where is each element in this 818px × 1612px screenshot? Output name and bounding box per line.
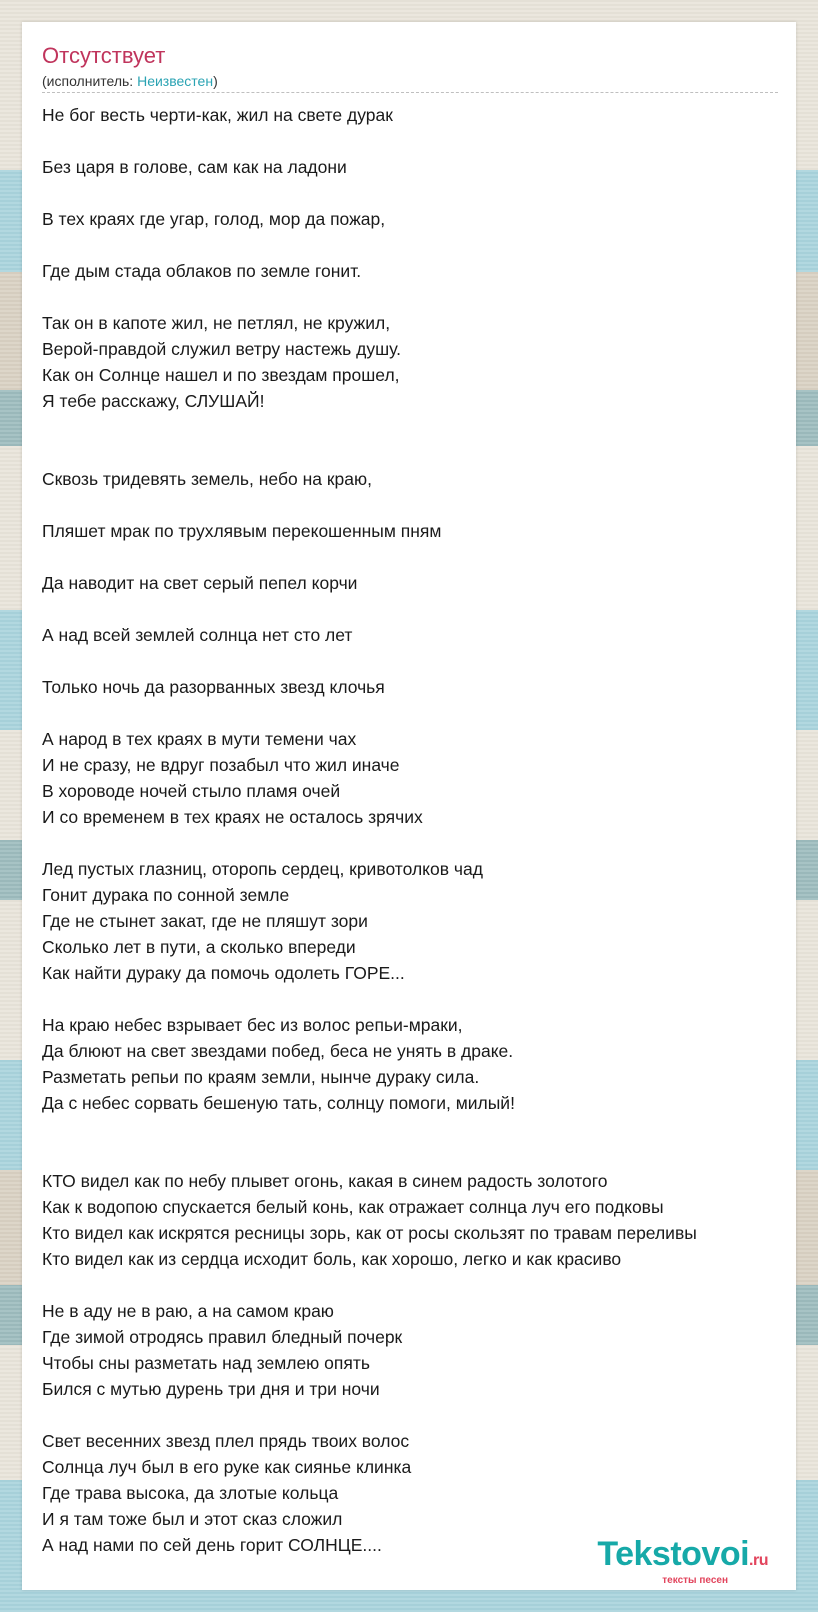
lyrics-card bbox=[22, 22, 796, 1590]
lyric-line: Не в аду не в раю, а на самом краю bbox=[42, 1301, 334, 1321]
logo-name: Tekstovoi bbox=[597, 1535, 750, 1573]
artist-link[interactable]: Неизвестен bbox=[137, 73, 214, 89]
artist-line bbox=[42, 72, 218, 90]
lyric-line: Да с небес сорвать бешеную тать, солнцу помоги, милый! bbox=[42, 1093, 515, 1113]
lyric-line: А над нами по сей день горит СОЛНЦЕ.... bbox=[42, 1535, 382, 1555]
lyric-line: На краю небес взрывает бес из волос репьи-мраки, bbox=[42, 1015, 463, 1035]
lyric-line: В хороводе ночей стыло пламя очей bbox=[42, 781, 341, 801]
lyric-line bbox=[42, 544, 796, 570]
lyric-line: Как он Солнце нашел и по звездам прошел, bbox=[42, 365, 400, 385]
lyric-line bbox=[42, 492, 796, 518]
lyric-line bbox=[42, 596, 796, 622]
lyric-line: Да наводит на свет серый пепел корчи bbox=[42, 573, 358, 593]
lyric-line: Только ночь да разорванных звезд клочья bbox=[42, 677, 385, 697]
lyric-line bbox=[42, 1142, 796, 1168]
lyric-line: И я там тоже был и этот сказ сложил bbox=[42, 1509, 343, 1529]
lyric-line bbox=[42, 1272, 796, 1298]
lyric-line bbox=[42, 648, 796, 674]
lyric-line: Сколько лет в пути, а сколько впереди bbox=[42, 937, 356, 957]
lyric-line: Да блюют на свет звездами побед, беса не унять в драке. bbox=[42, 1041, 514, 1061]
lyric-line bbox=[42, 830, 796, 856]
lyric-line: Как к водопою спускается белый конь, как отражает солнца луч его подковы bbox=[42, 1197, 664, 1217]
lyric-line: Без царя в голове, сам как на ладони bbox=[42, 157, 347, 177]
lyric-line: Где не стынет закат, где не пляшут зори bbox=[42, 911, 368, 931]
lyric-line bbox=[42, 1402, 796, 1428]
lyric-line: Так он в капоте жил, не петлял, не кружил, bbox=[42, 313, 391, 333]
lyric-line bbox=[42, 700, 796, 726]
lyric-line bbox=[42, 128, 796, 154]
lyric-line: Где трава высока, да злотые кольца bbox=[42, 1483, 339, 1503]
lyric-line: Где дым стада облаков по земле гонит. bbox=[42, 261, 362, 281]
logo-wordmark bbox=[597, 1536, 768, 1579]
lyrics-text bbox=[42, 102, 796, 1558]
lyric-line: А народ в тех краях в мути темени чах bbox=[42, 729, 357, 749]
lyric-line: Солнца луч был в его руке как сиянье клинка bbox=[42, 1457, 412, 1477]
lyric-line: КТО видел как по небу плывет огонь, какая в синем радость золотого bbox=[42, 1171, 608, 1191]
lyric-line: Гонит дурака по сонной земле bbox=[42, 885, 290, 905]
lyric-line: Где зимой отродясь правил бледный почерк bbox=[42, 1327, 403, 1347]
logo-tagline: тексты песен bbox=[662, 1575, 728, 1586]
lyric-line: Не бог весть черти-как, жил на свете дурак bbox=[42, 105, 393, 125]
lyric-line: Как найти дураку да помочь одолеть ГОРЕ... bbox=[42, 963, 405, 983]
song-title: Отсутствует bbox=[42, 43, 166, 68]
lyric-line: Бился с мутью дурень три дня и три ночи bbox=[42, 1379, 380, 1399]
lyric-line bbox=[42, 232, 796, 258]
lyric-line: Пляшет мрак по трухлявым перекошенным пням bbox=[42, 521, 442, 541]
lyric-line: И не сразу, не вдруг позабыл что жил иначе bbox=[42, 755, 400, 775]
lyric-line: Я тебе расскажу, СЛУШАЙ! bbox=[42, 391, 265, 411]
artist-suffix: ) bbox=[213, 73, 218, 89]
artist-prefix: (исполнитель: bbox=[42, 73, 138, 89]
lyric-line bbox=[42, 1116, 796, 1142]
site-logo[interactable] bbox=[597, 1536, 768, 1586]
lyric-line: Чтобы сны разметать над землею опять bbox=[42, 1353, 370, 1373]
lyric-line: Кто видел как искрятся ресницы зорь, как от росы скользят по травам переливы bbox=[42, 1223, 697, 1243]
lyric-line bbox=[42, 180, 796, 206]
lyric-line: Разметать репьи по краям земли, нынче дураку сила. bbox=[42, 1067, 480, 1087]
title-divider bbox=[42, 92, 778, 93]
lyric-line: Кто видел как из сердца исходит боль, как хорошо, легко и как красиво bbox=[42, 1249, 622, 1269]
lyric-line: Сквозь тридевять земель, небо на краю, bbox=[42, 469, 372, 489]
lyric-line bbox=[42, 414, 796, 440]
lyric-line bbox=[42, 284, 796, 310]
lyric-line bbox=[42, 986, 796, 1012]
lyric-line: Свет весенних звезд плел прядь твоих волос bbox=[42, 1431, 410, 1451]
lyric-line: Лед пустых глазниц, оторопь сердец, кривотолков чад bbox=[42, 859, 483, 879]
lyric-line: Верой-правдой служил ветру настежь душу. bbox=[42, 339, 402, 359]
lyric-line: И со временем в тех краях не осталось зрячих bbox=[42, 807, 423, 827]
lyric-line bbox=[42, 440, 796, 466]
lyric-line: В тех краях где угар, голод, мор да пожар, bbox=[42, 209, 386, 229]
lyric-line: А над всей землей солнца нет сто лет bbox=[42, 625, 353, 645]
logo-suffix: .ru bbox=[749, 1552, 768, 1569]
